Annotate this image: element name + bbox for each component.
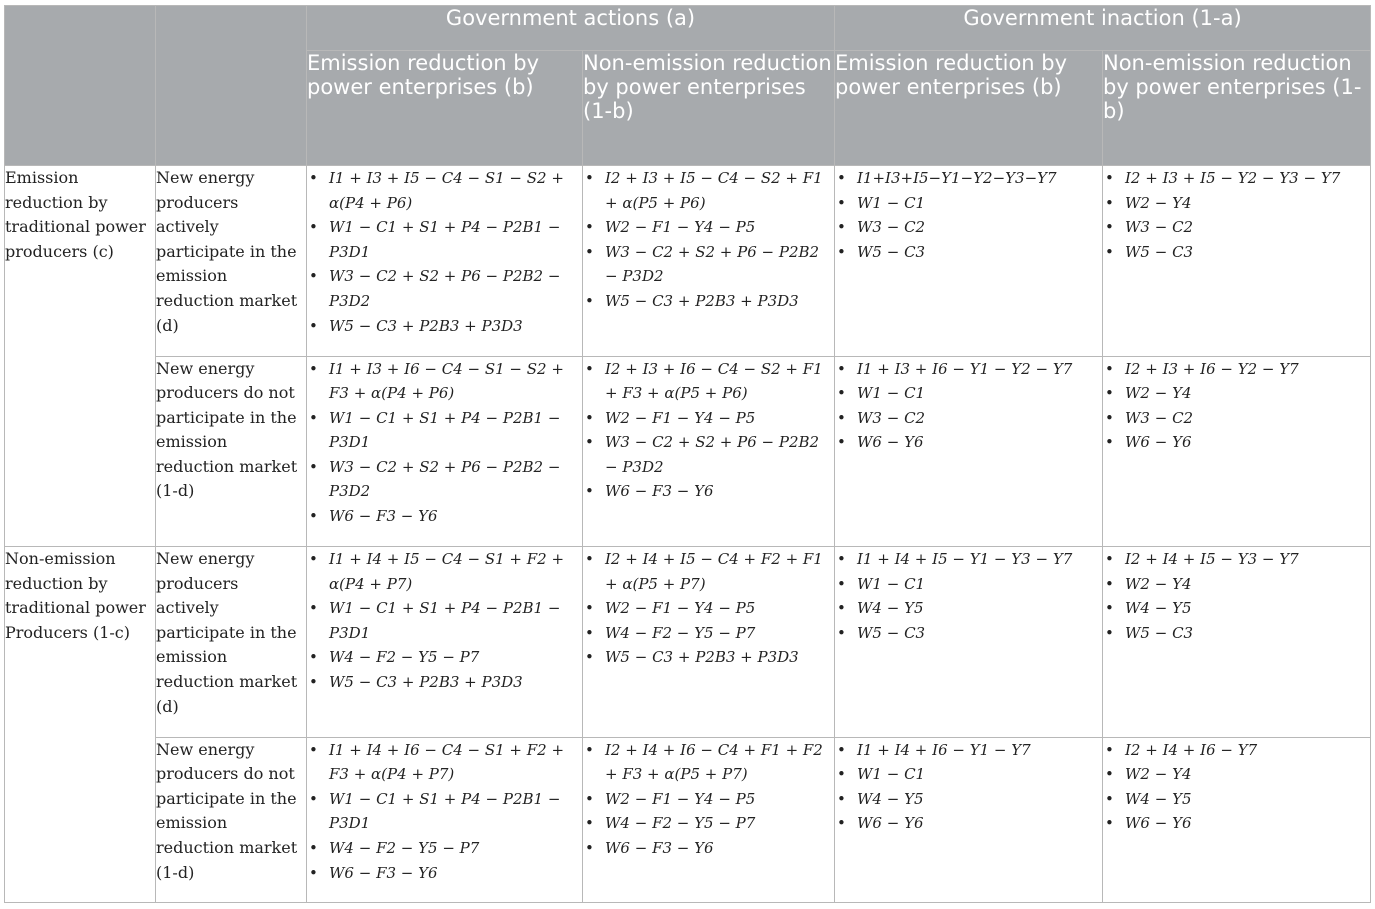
strategy-label: Non-emission reduction by traditional power Producers (1-c) [5,547,156,903]
payoff-expression: • I2 + I3 + I5 − C4 − S2 + F1 + α(P5 + P6) [583,166,834,215]
payoff-cell [307,166,583,357]
payoff-expression: • I1+I3+I5−Y1−Y2−Y3−Y7 [835,166,1102,191]
header-blank-2 [156,6,307,166]
payoff-expression: • I1 + I3 + I5 − C4 − S1 − S2 + α(P4 + P6) [307,166,582,215]
payoff-expression: • W6 − F3 − Y6 [307,861,582,886]
payoff-expression: • W6 − F3 − Y6 [583,836,834,861]
table-row [5,166,1371,357]
participation-label: New energy producers do not participate in the emission reduction market (1-d) [156,356,307,547]
payoff-expression: • W3 − C2 + S2 + P6 − P2B2 − P3D2 [307,455,582,504]
payoff-expression: • W3 − C2 [835,406,1102,431]
payoff-expression: • W5 − C3 + P2B3 + P3D3 [307,670,582,695]
header-government-actions: Government actions (a) [307,6,835,51]
payoff-expression: • W5 − C3 [835,240,1102,265]
header-blank-1 [5,6,156,166]
payoff-expression: • I1 + I4 + I5 − Y1 − Y3 − Y7 [835,547,1102,572]
payoff-expression: • W5 − C3 + P2B3 + P3D3 [307,314,582,339]
payoff-cell [835,737,1103,902]
payoff-expression: • W1 − C1 + S1 + P4 − P2B1 − P3D1 [307,787,582,836]
payoff-expression: • I2 + I3 + I5 − Y2 − Y3 − Y7 [1103,166,1370,191]
payoff-expression: • W3 − C2 + S2 + P6 − P2B2 − P3D2 [583,430,834,479]
payoff-cell [1103,356,1371,547]
payoff-expression: • W4 − F2 − Y5 − P7 [307,645,582,670]
payoff-expression: • W6 − Y6 [1103,430,1370,455]
payoff-matrix-table [4,5,1371,903]
payoff-expression: • W2 − F1 − Y4 − P5 [583,596,834,621]
payoff-expression: • W4 − Y5 [1103,787,1370,812]
payoff-expression: • W6 − F3 − Y6 [307,504,582,529]
payoff-expression: • W5 − C3 [1103,240,1370,265]
payoff-cell [1103,737,1371,902]
payoff-expression: • W6 − F3 − Y6 [583,479,834,504]
header-col-2: Non-emission reduction by power enterprises (1-b) [583,51,835,166]
payoff-expression: • I2 + I4 + I5 − C4 + F2 + F1 + α(P5 + P7) [583,547,834,596]
payoff-expression: • I2 + I4 + I6 − Y7 [1103,738,1370,763]
payoff-expression: • W1 − C1 [835,572,1102,597]
payoff-expression: • W2 − F1 − Y4 − P5 [583,215,834,240]
payoff-expression: • I1 + I3 + I6 − Y1 − Y2 − Y7 [835,357,1102,382]
payoff-cell [835,356,1103,547]
header-col-1: Emission reduction by power enterprises (b) [307,51,583,166]
payoff-expression: • W4 − F2 − Y5 − P7 [583,811,834,836]
header-government-inaction: Government inaction (1-a) [835,6,1371,51]
payoff-expression: • W4 − Y5 [835,787,1102,812]
payoff-expression: • W2 − F1 − Y4 − P5 [583,787,834,812]
payoff-expression: • W4 − Y5 [835,596,1102,621]
payoff-cell [583,166,835,357]
payoff-cell [835,166,1103,357]
payoff-expression: • W2 − Y4 [1103,762,1370,787]
payoff-expression: • I1 + I4 + I6 − Y1 − Y7 [835,738,1102,763]
strategy-label: Emission reduction by traditional power producers (c) [5,166,156,547]
payoff-cell [835,547,1103,738]
payoff-expression: • W2 − Y4 [1103,572,1370,597]
payoff-cell [583,356,835,547]
payoff-expression: • W4 − F2 − Y5 − P7 [307,836,582,861]
payoff-expression: • I2 + I3 + I6 − Y2 − Y7 [1103,357,1370,382]
payoff-expression: • W2 − F1 − Y4 − P5 [583,406,834,431]
payoff-expression: • I1 + I3 + I6 − C4 − S1 − S2 + F3 + α(P4 + P6) [307,357,582,406]
payoff-expression: • W6 − Y6 [835,430,1102,455]
payoff-expression: • W1 − C1 + S1 + P4 − P2B1 − P3D1 [307,215,582,264]
table-row [5,737,1371,902]
payoff-expression: • W4 − F2 − Y5 − P7 [583,621,834,646]
table-row [5,356,1371,547]
payoff-cell [583,737,835,902]
payoff-expression: • I2 + I3 + I6 − C4 − S2 + F1 + F3 + α(P5 + P6) [583,357,834,406]
payoff-cell [1103,166,1371,357]
payoff-expression: • I1 + I4 + I6 − C4 − S1 + F2 + F3 + α(P4 + P7) [307,738,582,787]
payoff-cell [1103,547,1371,738]
payoff-expression: • W6 − Y6 [1103,811,1370,836]
payoff-expression: • W1 − C1 [835,762,1102,787]
payoff-expression: • W1 − C1 [835,191,1102,216]
payoff-expression: • W3 − C2 [1103,406,1370,431]
payoff-expression: • W5 − C3 [1103,621,1370,646]
payoff-expression: • W3 − C2 + S2 + P6 − P2B2 − P3D2 [307,264,582,313]
participation-label: New energy producers actively participate in the emission reduction market (d) [156,547,307,738]
payoff-cell [583,547,835,738]
payoff-expression: • W1 − C1 [835,381,1102,406]
payoff-expression: • W6 − Y6 [835,811,1102,836]
participation-label: New energy producers do not participate in the emission reduction market (1-d) [156,737,307,902]
payoff-expression: • W3 − C2 [1103,215,1370,240]
payoff-expression: • I2 + I4 + I5 − Y3 − Y7 [1103,547,1370,572]
payoff-expression: • W5 − C3 [835,621,1102,646]
payoff-cell [307,547,583,738]
payoff-expression: • W5 − C3 + P2B3 + P3D3 [583,645,834,670]
payoff-expression: • W1 − C1 + S1 + P4 − P2B1 − P3D1 [307,406,582,455]
payoff-cell [307,737,583,902]
payoff-expression: • W3 − C2 + S2 + P6 − P2B2 − P3D2 [583,240,834,289]
payoff-expression: • W2 − Y4 [1103,381,1370,406]
header-col-3: Emission reduction by power enterprises (b) [835,51,1103,166]
header-col-4: Non-emission reduction by power enterprises (1-b) [1103,51,1371,166]
payoff-expression: • W2 − Y4 [1103,191,1370,216]
participation-label: New energy producers actively participate in the emission reduction market (d) [156,166,307,357]
table-row [5,547,1371,738]
payoff-cell [307,356,583,547]
payoff-expression: • W4 − Y5 [1103,596,1370,621]
payoff-expression: • W1 − C1 + S1 + P4 − P2B1 − P3D1 [307,596,582,645]
payoff-expression: • I2 + I4 + I6 − C4 + F1 + F2 + F3 + α(P5 + P7) [583,738,834,787]
payoff-expression: • I1 + I4 + I5 − C4 − S1 + F2 + α(P4 + P7) [307,547,582,596]
payoff-expression: • W3 − C2 [835,215,1102,240]
payoff-expression: • W5 − C3 + P2B3 + P3D3 [583,289,834,314]
